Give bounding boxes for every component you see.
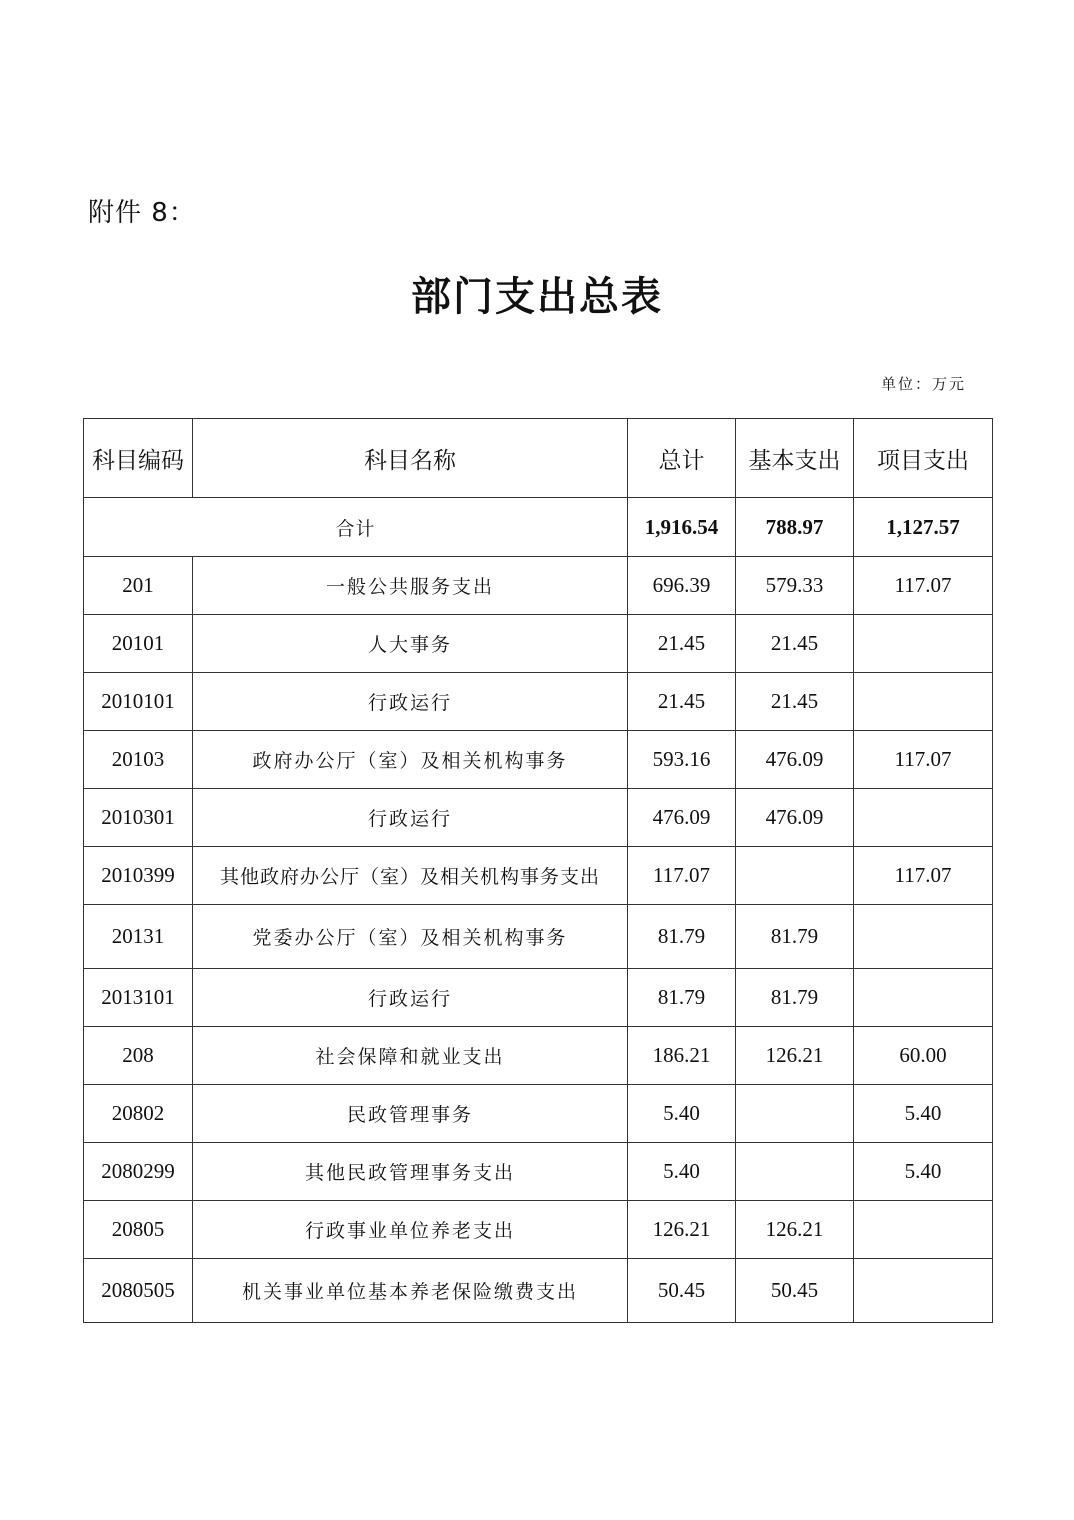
- row-name: 其他民政管理事务支出: [193, 1143, 628, 1201]
- row-basic: [736, 1143, 854, 1201]
- total-basic: 788.97: [736, 498, 854, 557]
- row-total: 50.45: [628, 1259, 736, 1323]
- row-project: [854, 969, 993, 1027]
- row-total: 476.09: [628, 789, 736, 847]
- row-project: [854, 789, 993, 847]
- row-code: 2010301: [84, 789, 193, 847]
- table-row: [84, 1259, 993, 1323]
- row-basic: 21.45: [736, 615, 854, 673]
- row-name: 行政事业单位养老支出: [193, 1201, 628, 1259]
- attachment-label: 附件 8：: [88, 198, 196, 228]
- row-code: 2080505: [84, 1259, 193, 1323]
- column-header-code: 科目编码: [84, 419, 193, 498]
- row-name: 政府办公厅（室）及相关机构事务: [193, 731, 628, 789]
- row-project: 5.40: [854, 1085, 993, 1143]
- row-basic: 579.33: [736, 557, 854, 615]
- table-row: [84, 847, 993, 905]
- row-code: 20101: [84, 615, 193, 673]
- total-sum: 1,916.54: [628, 498, 736, 557]
- row-code: 20805: [84, 1201, 193, 1259]
- row-project: 117.07: [854, 557, 993, 615]
- table-row: [84, 731, 993, 789]
- row-name: 社会保障和就业支出: [193, 1027, 628, 1085]
- row-total: 21.45: [628, 615, 736, 673]
- column-header-name: 科目名称: [193, 419, 628, 498]
- column-header-total: 总计: [628, 419, 736, 498]
- row-code: 2013101: [84, 969, 193, 1027]
- row-basic: 476.09: [736, 731, 854, 789]
- row-basic: 126.21: [736, 1201, 854, 1259]
- unit-label: 单位：万元: [880, 375, 966, 393]
- row-project: 5.40: [854, 1143, 993, 1201]
- row-project: 117.07: [854, 731, 993, 789]
- row-name: 行政运行: [193, 969, 628, 1027]
- row-basic: [736, 1085, 854, 1143]
- row-total: 5.40: [628, 1143, 736, 1201]
- row-basic: 476.09: [736, 789, 854, 847]
- table-row: [84, 969, 993, 1027]
- row-basic: 21.45: [736, 673, 854, 731]
- row-basic: 81.79: [736, 905, 854, 969]
- table-row: [84, 1027, 993, 1085]
- total-label: 合计: [84, 498, 628, 557]
- row-project: 60.00: [854, 1027, 993, 1085]
- table-header-row: [84, 419, 993, 498]
- row-code: 20802: [84, 1085, 193, 1143]
- row-project: [854, 615, 993, 673]
- table-row: [84, 1201, 993, 1259]
- row-total: 81.79: [628, 969, 736, 1027]
- row-name: 人大事务: [193, 615, 628, 673]
- row-name: 一般公共服务支出: [193, 557, 628, 615]
- table-row: [84, 557, 993, 615]
- table-row: [84, 615, 993, 673]
- row-name: 党委办公厅（室）及相关机构事务: [193, 905, 628, 969]
- row-name: 行政运行: [193, 789, 628, 847]
- row-name: 民政管理事务: [193, 1085, 628, 1143]
- row-basic: 50.45: [736, 1259, 854, 1323]
- row-project: [854, 905, 993, 969]
- row-total: 696.39: [628, 557, 736, 615]
- row-basic: [736, 847, 854, 905]
- row-code: 20131: [84, 905, 193, 969]
- row-basic: 126.21: [736, 1027, 854, 1085]
- row-basic: 81.79: [736, 969, 854, 1027]
- table-row: [84, 789, 993, 847]
- expenditure-table: [83, 418, 993, 1323]
- row-name: 机关事业单位基本养老保险缴费支出: [193, 1259, 628, 1323]
- table-row: [84, 1085, 993, 1143]
- row-code: 20103: [84, 731, 193, 789]
- row-project: 117.07: [854, 847, 993, 905]
- row-total: 81.79: [628, 905, 736, 969]
- row-code: 2080299: [84, 1143, 193, 1201]
- table-row: [84, 673, 993, 731]
- total-project: 1,127.57: [854, 498, 993, 557]
- column-header-basic: 基本支出: [736, 419, 854, 498]
- row-code: 2010399: [84, 847, 193, 905]
- row-total: 126.21: [628, 1201, 736, 1259]
- row-total: 21.45: [628, 673, 736, 731]
- row-code: 201: [84, 557, 193, 615]
- row-project: [854, 673, 993, 731]
- row-project: [854, 1201, 993, 1259]
- table-row: [84, 1143, 993, 1201]
- page-title: 部门支出总表: [411, 273, 663, 320]
- column-header-project: 项目支出: [854, 419, 993, 498]
- table-row: [84, 905, 993, 969]
- row-total: 593.16: [628, 731, 736, 789]
- row-name: 其他政府办公厅（室）及相关机构事务支出: [193, 847, 628, 905]
- row-total: 186.21: [628, 1027, 736, 1085]
- total-row: [84, 498, 993, 557]
- row-total: 117.07: [628, 847, 736, 905]
- row-name: 行政运行: [193, 673, 628, 731]
- row-project: [854, 1259, 993, 1323]
- row-total: 5.40: [628, 1085, 736, 1143]
- row-code: 2010101: [84, 673, 193, 731]
- row-code: 208: [84, 1027, 193, 1085]
